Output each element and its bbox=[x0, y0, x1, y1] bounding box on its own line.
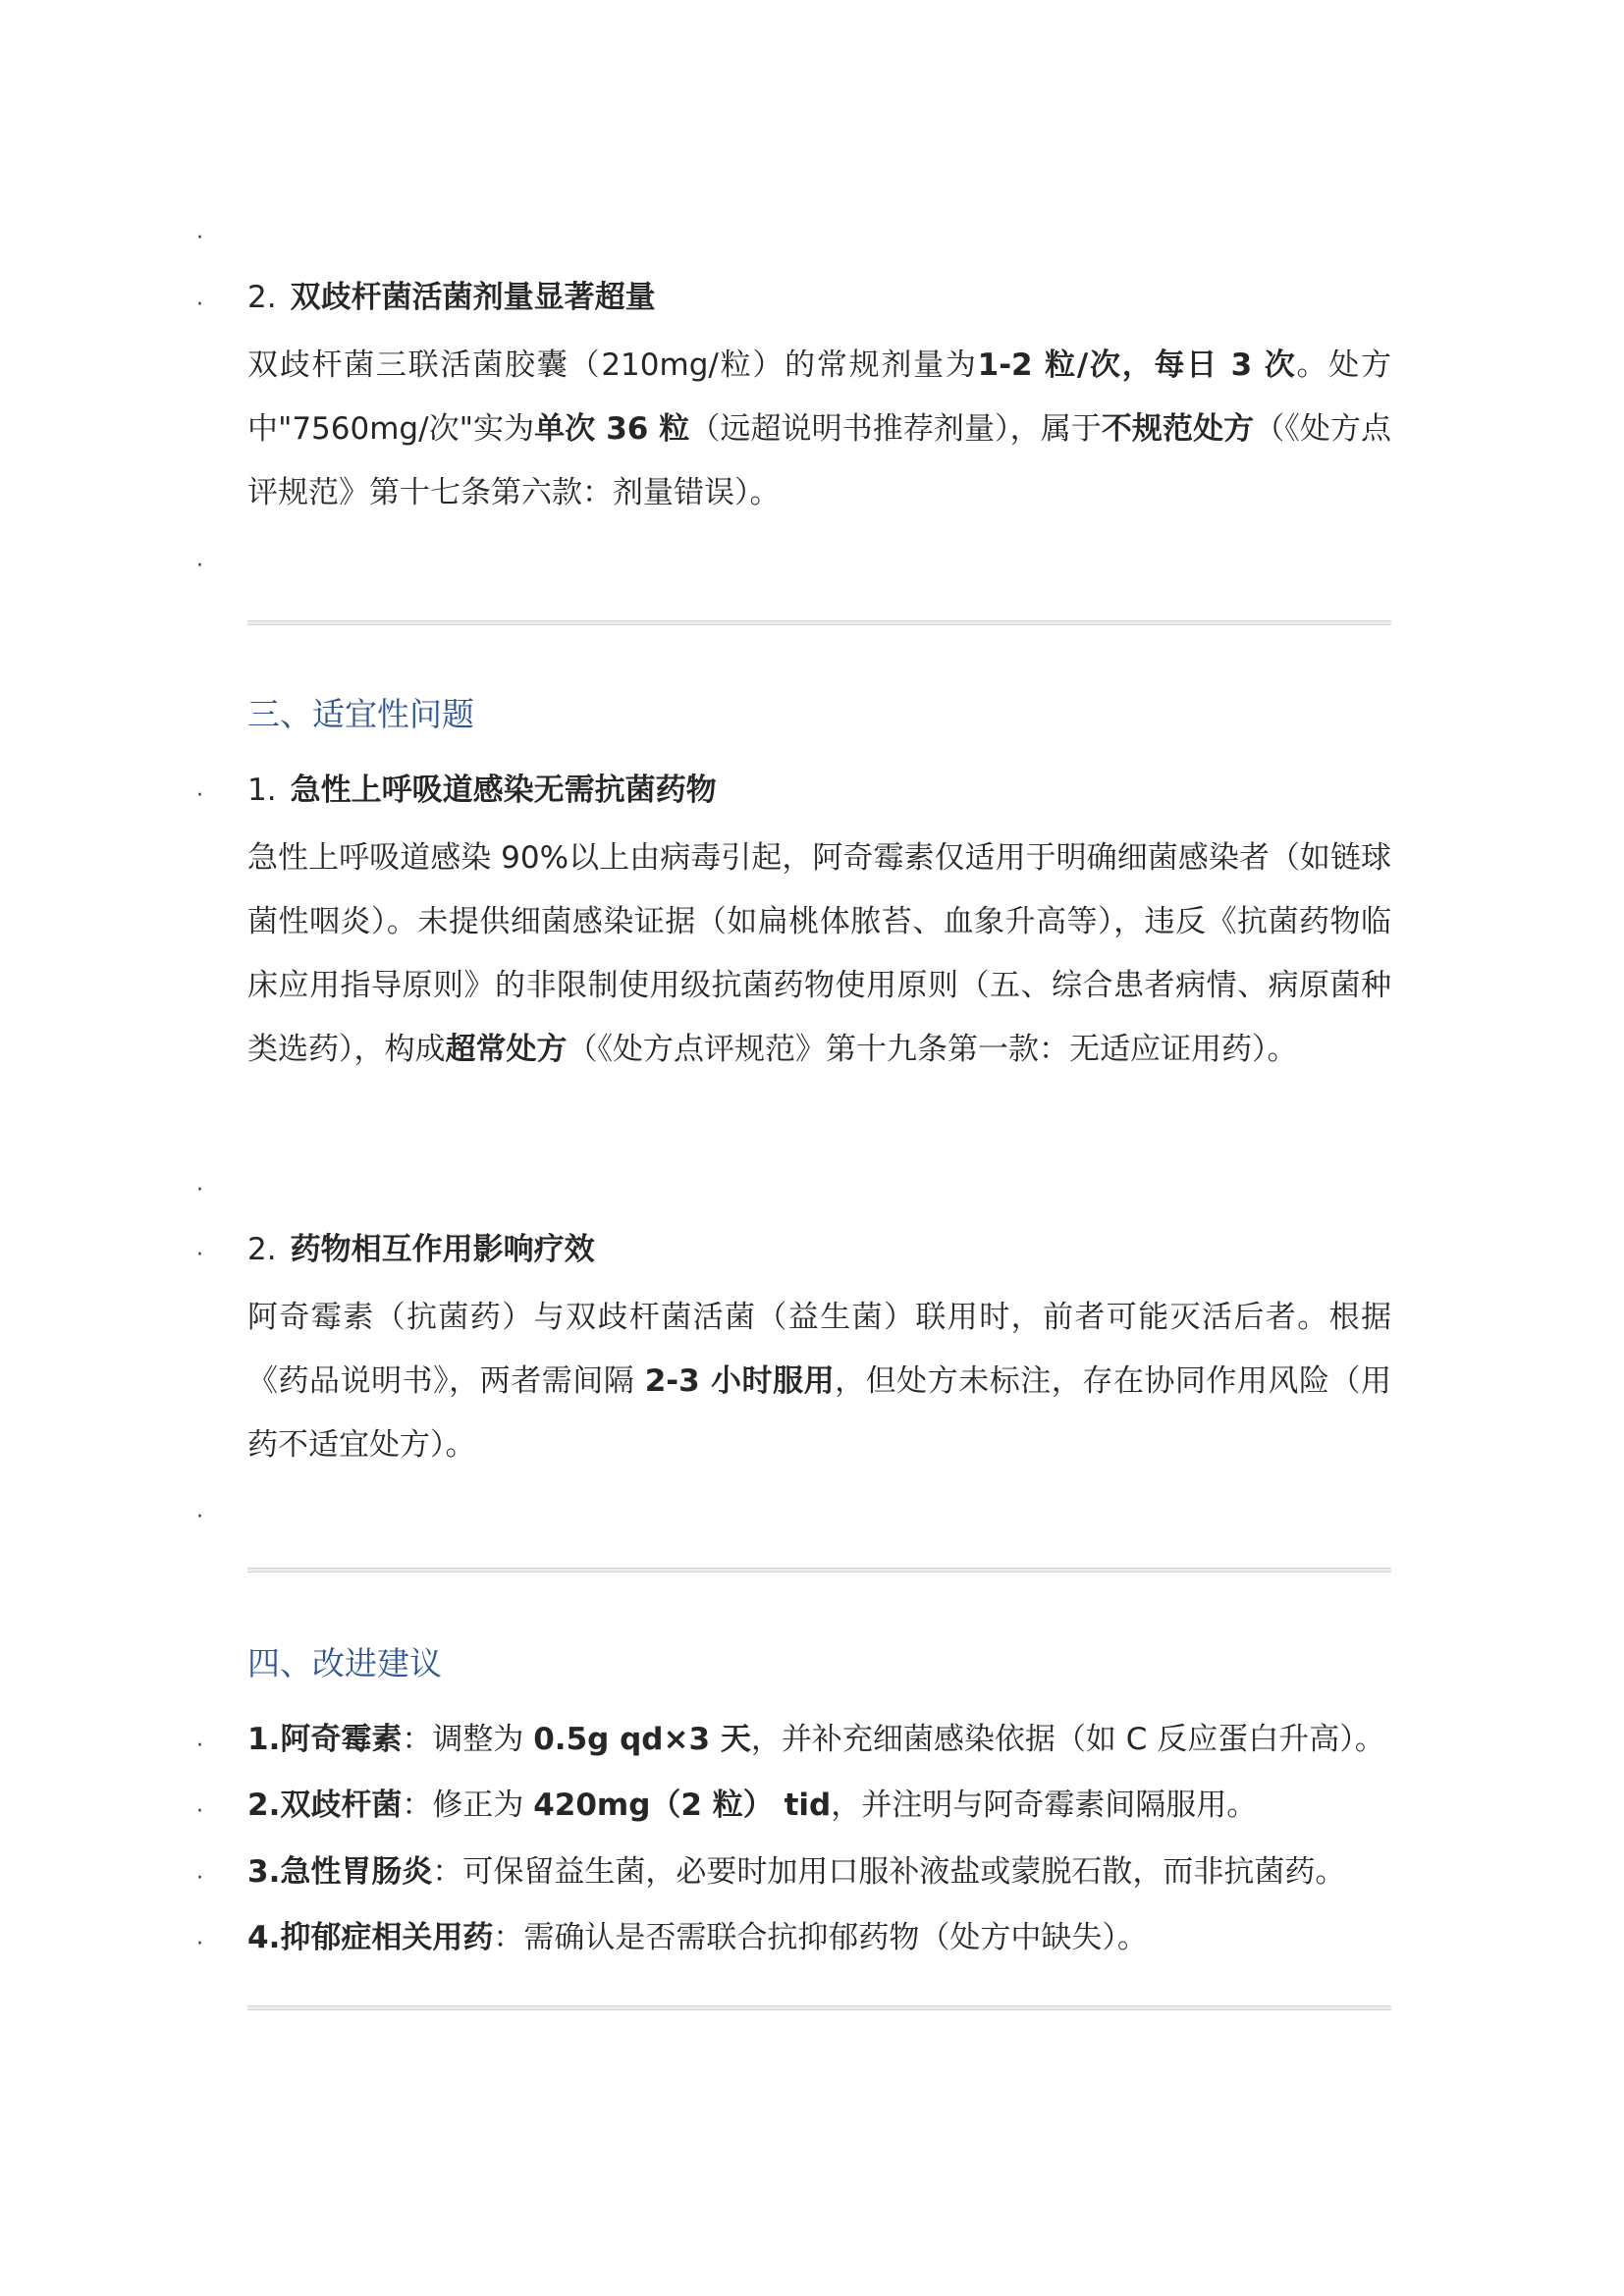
list-bullet: · bbox=[196, 1799, 203, 1824]
item-number: 2. bbox=[247, 280, 277, 315]
text-run: 。处方中"7560mg/次"实为 bbox=[247, 347, 1391, 447]
text-run: ：可保留益生菌，必要时加用口服补液盐或蒙脱石散，而非抗菌药。 bbox=[432, 1854, 1346, 1890]
bold-run: 1-2 粒/次，每日 3 次 bbox=[977, 347, 1297, 383]
section-heading: 四、改进建议 bbox=[247, 1644, 442, 1682]
horizontal-divider bbox=[247, 620, 1391, 625]
text-run: ，并补充细菌感染依据（如 C 反应蛋白升高）。 bbox=[750, 1722, 1385, 1757]
list-bullet: · bbox=[196, 1505, 203, 1529]
item-title bbox=[247, 771, 1391, 810]
text-run: （《处方点评规范》第十九条第一款：无适应证用药）。 bbox=[567, 1032, 1298, 1067]
suggestion-label: 2.双歧杆菌 bbox=[247, 1788, 403, 1823]
bold-run: 420mg（2 粒） tid bbox=[533, 1788, 832, 1823]
item-title bbox=[247, 278, 1391, 317]
text-run: 双歧杆菌三联活菌胶囊（210mg/粒）的常规剂量为 bbox=[247, 347, 978, 383]
list-bullet: · bbox=[196, 226, 203, 250]
appropriateness-item-2 bbox=[247, 1230, 1391, 1477]
bold-run: 2-3 小时服用 bbox=[644, 1363, 836, 1399]
dosage-item bbox=[247, 278, 1391, 525]
bold-run: 0.5g qd×3 天 bbox=[533, 1722, 751, 1757]
suggestion-label: 3.急性胃肠炎 bbox=[247, 1854, 433, 1890]
text-run: ：调整为 bbox=[402, 1722, 534, 1757]
bold-run: 超常处方 bbox=[445, 1032, 568, 1067]
text-run: ，并注明与阿奇霉素间隔服用。 bbox=[831, 1788, 1258, 1823]
text-run: （远超说明书推荐剂量），属于 bbox=[689, 411, 1102, 447]
item-title-text: 药物相互作用影响疗效 bbox=[290, 1232, 595, 1267]
suggestion-item bbox=[247, 1918, 1148, 1957]
list-bullet: · bbox=[196, 1243, 203, 1267]
suggestion-label: 1.阿奇霉素 bbox=[247, 1722, 403, 1757]
bold-run: 单次 36 粒 bbox=[534, 411, 690, 447]
list-bullet: · bbox=[196, 1178, 203, 1202]
bold-run: 不规范处方 bbox=[1101, 411, 1255, 447]
text-run: 急性上呼吸道感染 90%以上由病毒引起，阿奇霉素仅适用于明确细菌感染者（如链球菌性咽炎）。未提供细菌感染证据（如扁桃体脓苔、血象升高等），违反《抗菌药物临床应用指导原则》的非限制使用级抗菌药物使用原则（五、综合患者病情、病原菌种类选药），构成 bbox=[247, 840, 1391, 1067]
suggestion-item bbox=[247, 1852, 1345, 1892]
horizontal-divider bbox=[247, 1568, 1391, 1573]
list-bullet: · bbox=[196, 1734, 203, 1758]
list-bullet: · bbox=[196, 554, 203, 578]
item-title bbox=[247, 1230, 1391, 1269]
text-run: ，但处方未标注，存在协同作用风险（用药不适宜处方）。 bbox=[247, 1363, 1391, 1463]
item-paragraph bbox=[247, 1286, 1391, 1477]
list-bullet: · bbox=[196, 1866, 203, 1891]
text-run: 阿奇霉素（抗菌药）与双歧杆菌活菌（益生菌）联用时，前者可能灭活后者。根据《药品说明书》，两者需间隔 bbox=[247, 1300, 1391, 1399]
suggestion-item bbox=[247, 1720, 1385, 1759]
list-bullet: · bbox=[196, 783, 203, 808]
text-run: ：修正为 bbox=[402, 1788, 534, 1823]
list-bullet: · bbox=[196, 1932, 203, 1956]
list-bullet: · bbox=[196, 293, 203, 317]
horizontal-divider bbox=[247, 2005, 1391, 2010]
suggestion-item bbox=[247, 1786, 1257, 1825]
item-title-text: 双歧杆菌活菌剂量显著超量 bbox=[290, 280, 656, 315]
item-number: 2. bbox=[247, 1232, 277, 1267]
suggestion-label: 4.抑郁症相关用药 bbox=[247, 1920, 494, 1955]
item-title-text: 急性上呼吸道感染无需抗菌药物 bbox=[290, 773, 717, 808]
item-number: 1. bbox=[247, 773, 277, 808]
text-run: （《处方点评规范》第十七条第六款：剂量错误）。 bbox=[247, 411, 1392, 510]
item-paragraph bbox=[247, 827, 1391, 1082]
text-run: ：需确认是否需联合抗抑郁药物（处方中缺失）。 bbox=[493, 1920, 1148, 1955]
item-paragraph bbox=[247, 334, 1391, 525]
section-heading: 三、适宜性问题 bbox=[247, 695, 474, 733]
appropriateness-item-1 bbox=[247, 771, 1391, 1082]
